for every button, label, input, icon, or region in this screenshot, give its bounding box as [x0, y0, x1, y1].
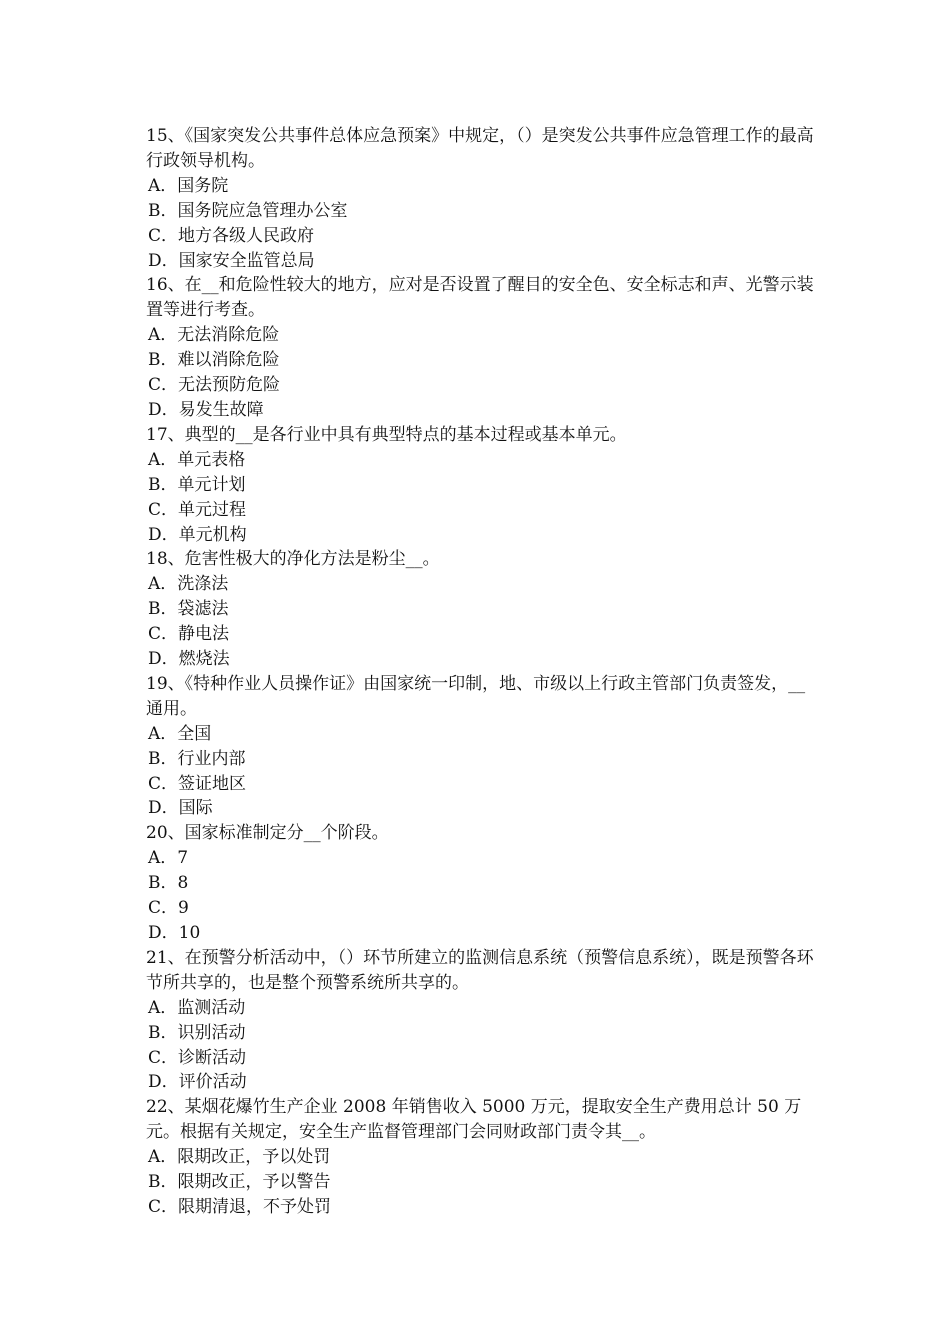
question-19-option-a: A．全国	[148, 723, 212, 744]
question-16-text: 16、在__和危险性较大的地方，应对是否设置了醒目的安全色、安全标志和声、光警示装置等进行考查。	[146, 275, 814, 321]
question-19-option-d: D．国际	[148, 798, 213, 819]
question-17-option-a: A．单元表格	[148, 449, 246, 470]
question-19-text: 19、《特种作业人员操作证》由国家统一印制，地、市级以上行政主管部门负责签发，__通用。	[146, 673, 806, 719]
question-20-option-d: D．10	[148, 923, 201, 943]
question-20-option-c: C．9	[148, 898, 189, 919]
question-18-text: 18、危害性极大的净化方法是粉尘__。	[146, 549, 440, 570]
document-page	[146, 124, 814, 1220]
question-22-option-c: C．限期清退，不予处罚	[148, 1196, 332, 1217]
question-18-option-a: A．洗涤法	[148, 574, 229, 595]
question-21-option-b: B．识别活动	[148, 1022, 246, 1043]
question-16-option-b: B．难以消除危险	[148, 350, 280, 371]
question-16-option-c: C．无法预防危险	[148, 375, 281, 396]
question-20-option-b: B．8	[148, 873, 189, 894]
question-19-option-b: B．行业内部	[148, 748, 246, 769]
question-15-text: 15、《国家突发公共事件总体应急预案》中规定，（）是突发公共事件应急管理工作的最高行政领导机构。	[146, 126, 814, 171]
question-18-option-b: B．袋滤法	[148, 599, 229, 620]
question-15-option-a: A．国务院	[148, 175, 229, 196]
question-20-text: 20、国家标准制定分__个阶段。	[146, 823, 389, 844]
question-20-option-a: A．7	[148, 848, 189, 869]
question-21-option-c: C．诊断活动	[148, 1047, 247, 1068]
question-15-option-b: B．国务院应急管理办公室	[148, 200, 348, 221]
question-18-option-c: C．静电法	[148, 624, 230, 645]
question-21-option-d: D．评价活动	[148, 1072, 247, 1093]
question-21-text: 21、在预警分析活动中，（）环节所建立的监测信息系统（预警信息系统），既是预警各环节所共享的，也是整个预警系统所共享的。	[146, 947, 814, 993]
question-22-text: 22、某烟花爆竹生产企业 2008 年销售收入 5000 万元，提取安全生产费用总计 50 万元。根据有关规定，安全生产监督管理部门会同财政部门责令其__。	[146, 1097, 802, 1143]
question-16-option-a: A．无法消除危险	[148, 325, 280, 346]
question-19-option-c: C．签证地区	[148, 773, 247, 794]
question-15-option-c: C．地方各级人民政府	[148, 225, 315, 246]
question-17-option-d: D．单元机构	[148, 524, 247, 545]
question-21-option-a: A．监测活动	[148, 997, 246, 1018]
question-15-option-d: D．国家安全监管总局	[148, 250, 315, 271]
question-16-option-d: D．易发生故障	[148, 399, 264, 420]
question-17-option-b: B．单元计划	[148, 474, 246, 495]
question-22-option-a: A．限期改正，予以处罚	[148, 1147, 331, 1168]
question-17-option-c: C．单元过程	[148, 499, 247, 520]
question-17-text: 17、典型的__是各行业中具有典型特点的基本过程或基本单元。	[146, 424, 627, 445]
question-18-option-d: D．燃烧法	[148, 649, 230, 670]
question-22-option-b: B．限期改正，予以警告	[148, 1172, 331, 1193]
